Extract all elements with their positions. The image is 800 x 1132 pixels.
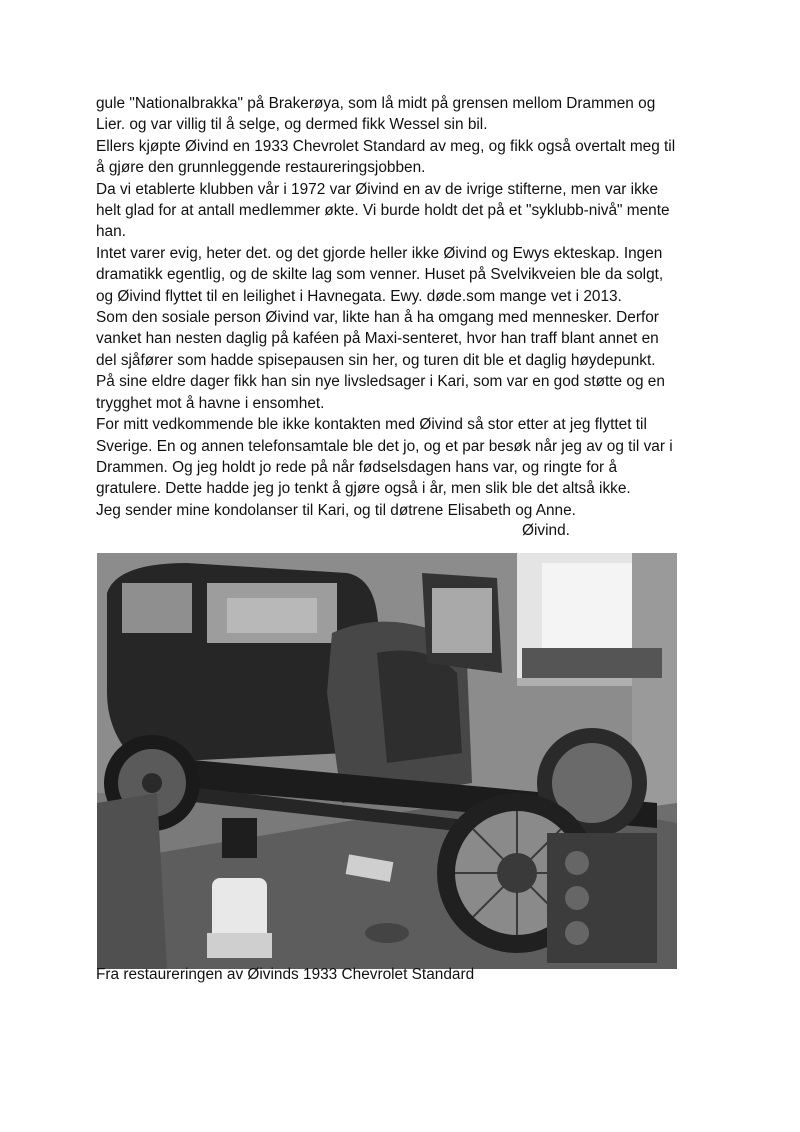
text-line: gule "Nationalbrakka" på Brakerøya, som lå midt på grensen mellom Drammen og (96, 95, 656, 112)
text-line: Sverige. En og annen telefonsamtale ble det jo, og et par besøk når jeg av og til var i (96, 437, 673, 455)
text-line: For mitt vedkommende ble ikke kontakten med Øivind så stor etter at jeg flyttet til (96, 416, 647, 434)
text-line: Da vi etablerte klubben vår i 1972 var Øivind en av de ivrige stifterne, men var ikke (96, 180, 659, 198)
signature: Øivind. (522, 522, 570, 539)
text-line: og Øivind flyttet til en leilighet i Havnegata. Ewy. døde.som mange vet i 2013. (96, 287, 622, 305)
text-line: trygghet mot å havne i ensomhet. (96, 394, 325, 412)
text-line: Lier. og var villig til å selge, og dermed fikk Wessel sin bil. (96, 116, 488, 134)
text-line: helt glad for at antall medlemmer økte. Vi burde holdt det på et "syklubb-nivå" mente (96, 202, 670, 220)
photo-caption: Fra restaureringen av Øivinds 1933 Chevrolet Standard (96, 966, 475, 983)
text-line: å gjøre den grunnleggende restaureringsjobben. (96, 159, 426, 177)
text-line: Ellers kjøpte Øivind en 1933 Chevrolet Standard av meg, og fikk også overtalt meg til (96, 137, 676, 155)
text-line: Intet varer evig, heter det. og det gjorde heller ikke Øivind og Ewys ekteskap. Ingen (96, 244, 663, 262)
text-line: del sjåfører som hadde spisepausen sin her, og turen dit ble et daglig høydepunkt. (96, 351, 656, 369)
text-line: Drammen. Og jeg holdt jo rede på når fødselsdagen hans var, og ringte for å (96, 458, 618, 476)
car-restoration-photo (97, 553, 677, 969)
text-line: Som den sosiale person Øivind var, likte han å ha omgang med mennesker. Derfor (96, 309, 659, 327)
text-line: dramatikk egentlig, og de skilte lag som venner. Huset på Svelvikveien ble da solgt, (96, 266, 664, 284)
text-line: Jeg sender mine kondolanser til Kari, og til døtrene Elisabeth og Anne. (96, 501, 576, 519)
text-line: han. (96, 223, 126, 241)
text-line: vanket han nesten daglig på kaféen på Maxi-senteret, hvor han traff blant annet en (96, 330, 659, 348)
text-line: gratulere. Dette hadde jeg jo tenkt å gjøre også i år, men slik ble det altså ikke. (96, 480, 631, 498)
body-text (96, 93, 716, 521)
text-line: På sine eldre dager fikk han sin nye livsledsager i Kari, som var en god støtte og en (96, 373, 665, 391)
